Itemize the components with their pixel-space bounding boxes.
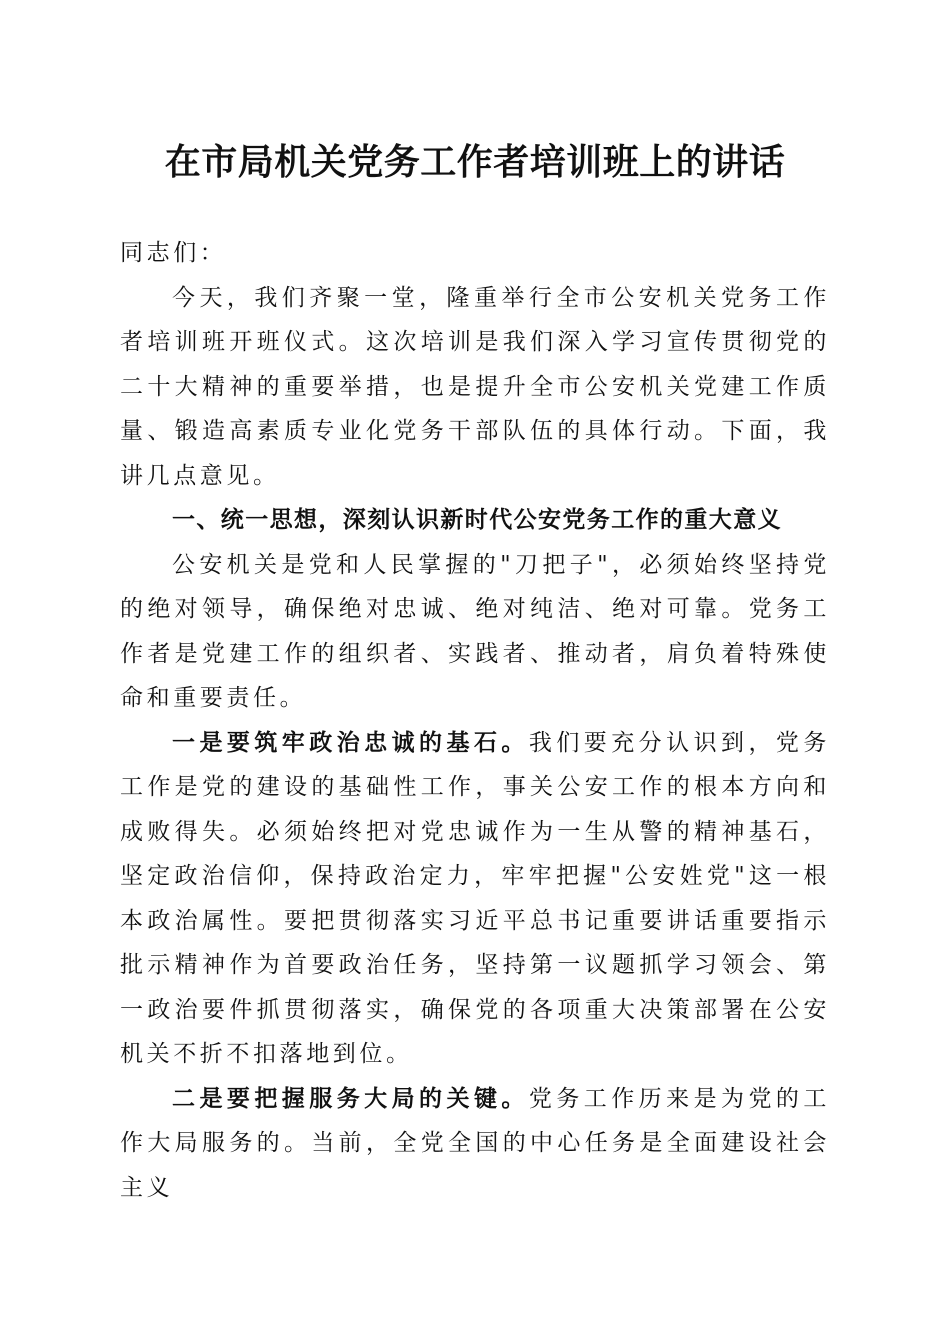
document-page <box>120 136 830 1210</box>
document-body <box>120 231 830 1210</box>
intro-paragraph: 今天，我们齐聚一堂，隆重举行全市公安机关党务工作者培训班开班仪式。这次培训是我们深入学习宣传贯彻党的二十大精神的重要举措，也是提升全市公安机关党建工作质量、锻造高素质专业化党务干部队伍的具体行动。下面，我讲几点意见。 <box>120 284 830 489</box>
point-one-lead: 一是要筑牢政治忠诚的基石。 <box>172 728 529 756</box>
point-one-body: 我们要充分认识到，党务工作是党的建设的基础性工作，事关公安工作的根本方向和成败得失。必须始终把对党忠诚作为一生从警的精神基石，坚定政治信仰，保持政治定力，牢牢把握"公安姓党"这一根本政治属性。要把贯彻落实习近平总书记重要讲话重要指示批示精神作为首要政治任务，坚持第一议题抓学习领会、第一政治要件抓贯彻落实，确保党的各项重大决策部署在公安机关不折不扣落地到位。 <box>120 729 830 1067</box>
point-one-paragraph <box>120 721 830 1077</box>
section-paragraph: 公安机关是党和人民掌握的"刀把子"，必须始终坚持党的绝对领导，确保绝对忠诚、绝对纯洁、绝对可靠。党务工作者是党建工作的组织者、实践者、推动者，肩负着特殊使命和重要责任。 <box>120 551 830 711</box>
point-two-body: 党务工作历来是为党的工作大局服务的。当前，全党全国的中心任务是全面建设社会主义 <box>120 1085 830 1201</box>
salutation: 同志们： <box>120 240 227 266</box>
point-two-paragraph <box>120 1077 830 1211</box>
point-two-lead: 二是要把握服务大局的关键。 <box>172 1084 529 1112</box>
document-title: 在市局机关党务工作者培训班上的讲话 <box>164 141 786 183</box>
section-heading: 一、统一思想，深刻认识新时代公安党务工作的重大意义 <box>172 507 782 533</box>
